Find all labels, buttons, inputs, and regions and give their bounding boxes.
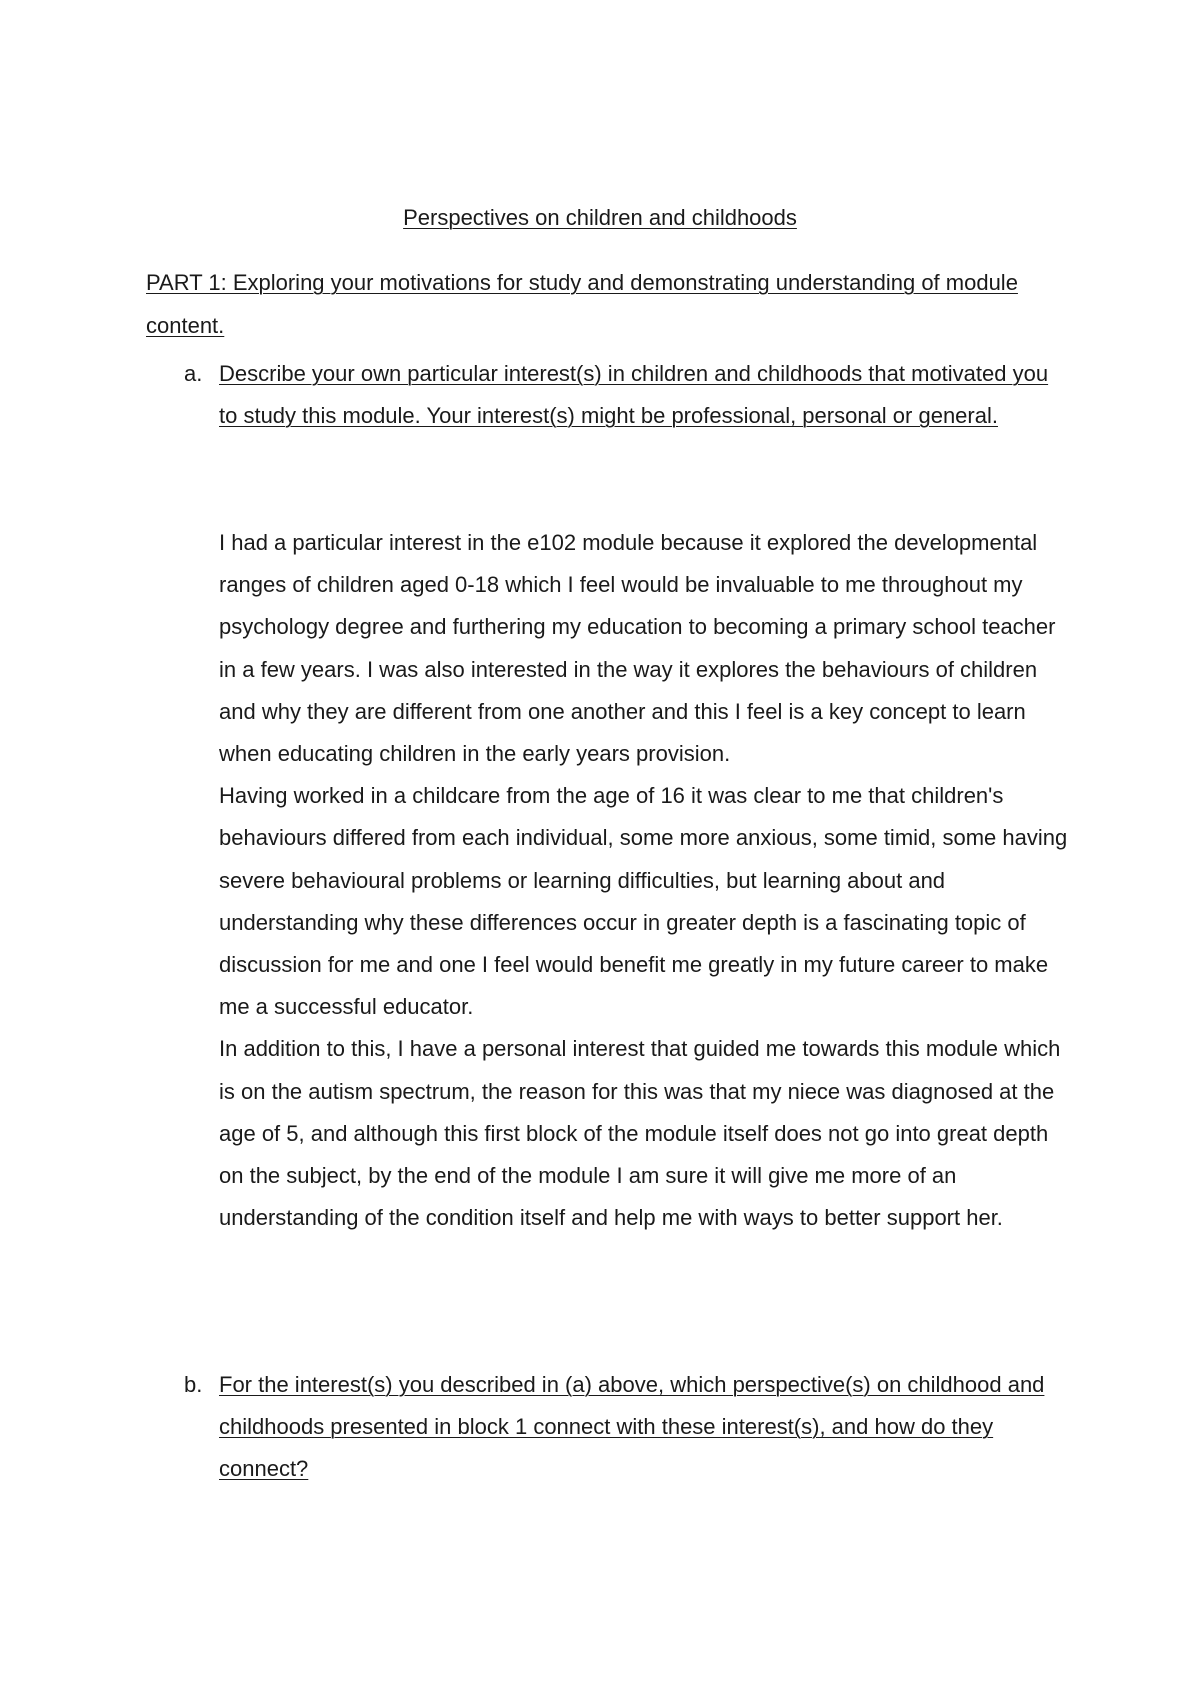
question-a-marker: a. xyxy=(184,361,203,386)
question-b-text: For the interest(s) you described in (a) above, which perspective(s) on childhood and childhoods presented in block 1 connect with these interest(s), and how do they connect? xyxy=(219,1372,1045,1481)
question-a-text: Describe your own particular interest(s) in children and childhoods that motivated you to study this module. Your interest(s) might be professional, personal or general. xyxy=(219,361,1049,428)
answer-a xyxy=(219,522,1069,1239)
answer-a-paragraph-3: In addition to this, I have a personal interest that guided me towards this module which is on the autism spectrum, the reason for this was that my niece was diagnosed at the age of 5, and although this first block of the module itself does not go into great depth on the subject, by the end of the module I am sure it will give me more of an understanding of the condition itself and help me with ways to better support her. xyxy=(219,1036,1061,1231)
question-b xyxy=(146,1364,1066,1490)
part-heading: PART 1: Exploring your motivations for study and demonstrating understanding of module content. xyxy=(146,270,1018,338)
question-a xyxy=(146,353,1066,437)
answer-a-paragraph-2: Having worked in a childcare from the age of 16 it was clear to me that children's behaviours differed from each individual, some more anxious, some timid, some having severe behavioural problems or learning difficulties, but learning about and understanding why these differences occur in greater depth is a fascinating topic of discussion for me and one I feel would benefit me greatly in my future career to make me a successful educator. xyxy=(219,783,1068,1020)
answer-a-paragraph-1: I had a particular interest in the e102 module because it explored the developmental ranges of children aged 0-18 which I feel would be invaluable to me throughout my psychology degree and furthering my education to becoming a primary school teacher in a few years. I was also interested in the way it explores the behaviours of children and why they are different from one another and this I feel is a key concept to learn when educating children in the early years provision. xyxy=(219,530,1056,767)
document-title: Perspectives on children and childhoods xyxy=(403,205,797,230)
question-b-marker: b. xyxy=(184,1372,203,1397)
